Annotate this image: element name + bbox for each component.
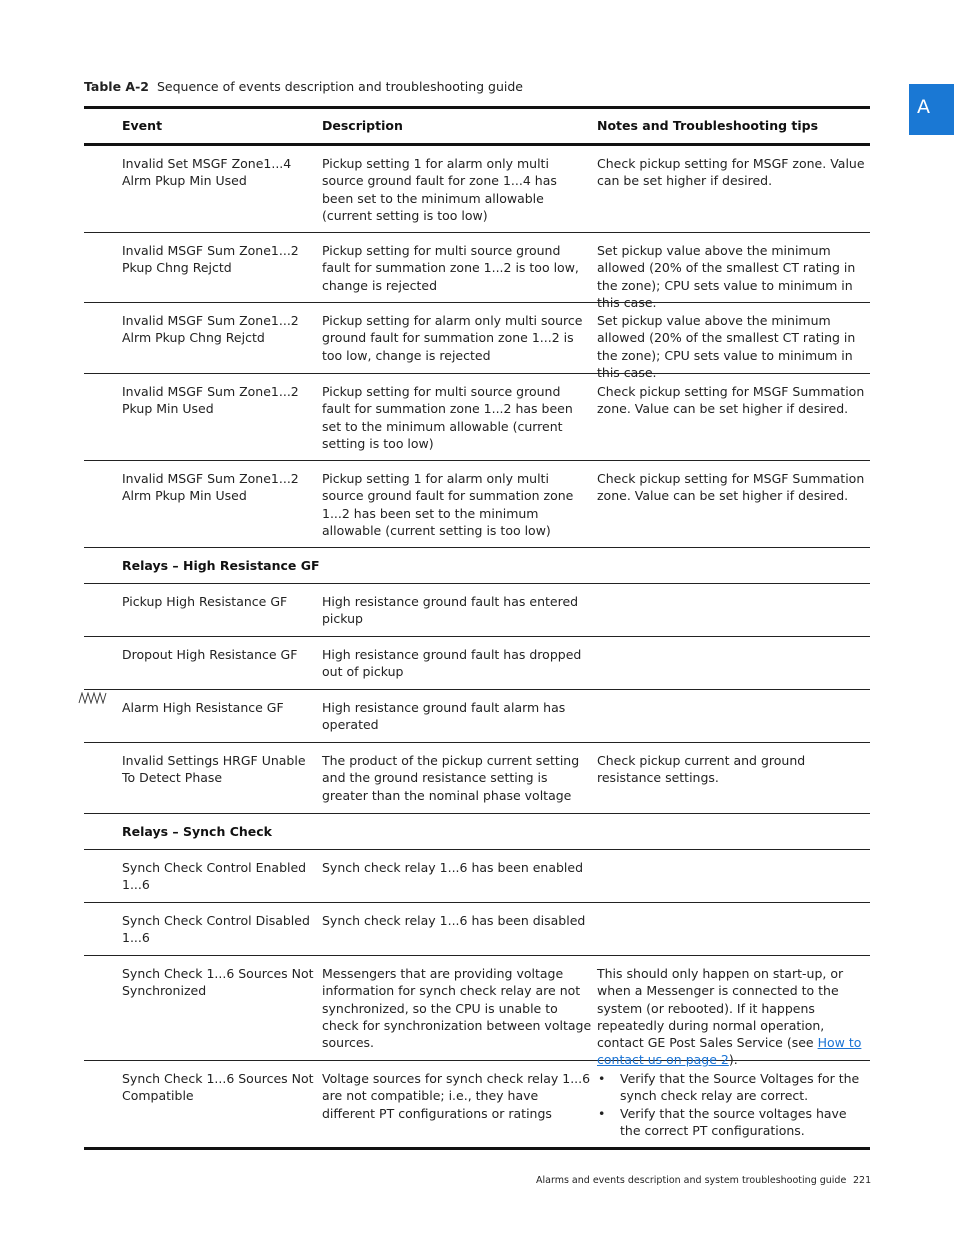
event-cell: Invalid Set MSGF Zone1...4 Alrm Pkup Min Used [122,156,292,189]
event-cell: Pickup High Resistance GF [122,594,288,609]
section-heading: Relays – High Resistance GF [122,558,320,573]
footer-title: Alarms and events description and system troubleshooting guide [536,1175,847,1186]
table-row [84,850,870,903]
description-cell: Pickup setting 1 for alarm only multi source ground fault for summation zone 1...2 has been set to the minimum allowable (current setting is too low) [322,471,574,538]
table-caption-label: Table A-2 [84,79,149,94]
header-notes: Notes and Troubleshooting tips [597,118,819,133]
contact-us-link[interactable]: How to contact us on page 2 [597,1035,862,1068]
notes-cell [597,1070,869,1139]
description-cell: High resistance ground fault alarm has operated [322,700,566,733]
table-row [84,903,870,956]
description-cell: High resistance ground fault has entered pickup [322,594,579,627]
notes-bullet-list [597,1070,869,1139]
section-row [84,814,870,850]
section-row [84,548,870,584]
event-cell: Invalid MSGF Sum Zone1...2 Alrm Pkup Chng Rejctd [122,313,299,346]
description-cell: Messengers that are providing voltage information for synch check relay are not synchronized, so the CPU is unable to check for synchronization between voltage sources. [322,966,592,1051]
section-heading: Relays – Synch Check [122,824,272,839]
notes-cell: Check pickup setting for MSGF Summation zone. Value can be set higher if desired. [597,471,865,504]
notes-cell: Check pickup current and ground resistance settings. [597,753,806,786]
event-cell: Synch Check Control Enabled 1...6 [122,860,307,893]
table-row [84,233,870,310]
notes-cell: Set pickup value above the minimum allowed (20% of the smallest CT rating in the zone); CPU sets value to minimum in this case. [597,313,856,380]
description-cell: Pickup setting for multi source ground fault for summation zone 1...2 is too low, change is rejected [322,243,579,293]
bullet-icon: • [598,1071,606,1086]
table-row [84,374,870,461]
table-row [84,461,870,548]
event-cell: Synch Check 1...6 Sources Not Compatible [122,1071,314,1104]
bullet-item [597,1105,869,1140]
table-row [84,743,870,814]
event-cell: Alarm High Resistance GF [122,700,284,715]
bullet-icon: • [598,1105,606,1121]
header-event: Event [122,118,163,133]
event-cell: Invalid Settings HRGF Unable To Detect Phase [122,753,306,786]
event-cell: Synch Check 1...6 Sources Not Synchronized [122,966,314,999]
table-caption [84,79,523,94]
description-cell: Synch check relay 1...6 has been enabled [322,860,584,875]
table-row [84,584,870,637]
event-cell: Dropout High Resistance GF [122,647,298,662]
notes-cell: Check pickup setting for MSGF zone. Value can be set higher if desired. [597,156,865,189]
appendix-tab-letter: A [917,96,930,118]
table-row [84,146,870,233]
description-cell: Voltage sources for synch check relay 1...6 are not compatible; i.e., they have different PT configurations or ratings [322,1071,591,1121]
table-header [84,109,870,146]
notes-text: This should only happen on start-up, or when a Messenger is connected to the system (or rebooted). If it happens repeatedly during normal operation, contact GE Post Sales Service (see [597,966,844,1051]
notes-cell: Check pickup setting for MSGF Summation zone. Value can be set higher if desired. [597,384,865,417]
table-row [84,637,870,690]
event-cell: Invalid MSGF Sum Zone1...2 Pkup Min Used [122,384,299,417]
bullet-text: Verify that the Source Voltages for the synch check relay are correct. [620,1071,860,1104]
header-description: Description [322,118,403,133]
appendix-tab [909,84,954,135]
notes-tail: ). [728,1052,738,1068]
notes-cell [597,965,869,1069]
table-row [84,956,870,1068]
events-table [84,106,870,1150]
event-cell: Synch Check Control Disabled 1...6 [122,913,310,946]
description-cell: Pickup setting 1 for alarm only multi source ground fault for zone 1...4 has been set to the minimum allowable (current setting is too low) [322,156,557,223]
description-cell: High resistance ground fault has dropped out of pickup [322,647,582,680]
table-caption-text: Sequence of events description and troubleshooting guide [156,79,523,94]
description-cell: Synch check relay 1...6 has been disabled [322,913,586,928]
description-cell: Pickup setting for alarm only multi source ground fault for summation zone 1...2 is too low, change is rejected [322,313,583,363]
page-number: 221 [853,1175,872,1186]
bullet-text: Verify that the source voltages have the correct PT configurations. [620,1105,847,1138]
event-cell: Invalid MSGF Sum Zone1...2 Pkup Chng Rejctd [122,243,299,276]
table-row [84,690,870,743]
description-cell: The product of the pickup current setting and the ground resistance setting is greater than the nominal phase voltage [322,753,580,803]
table-row [84,1061,870,1150]
notes-cell: Set pickup value above the minimum allowed (20% of the smallest CT rating in the zone); CPU sets value to minimum in this case. [597,243,856,310]
revision-mark-icon [78,692,108,704]
bullet-item [597,1070,869,1105]
table-row [84,303,870,380]
description-cell: Pickup setting for multi source ground fault for summation zone 1...2 has been set to the minimum allowable (current setting is too low) [322,384,573,451]
event-cell: Invalid MSGF Sum Zone1...2 Alrm Pkup Min Used [122,471,299,504]
